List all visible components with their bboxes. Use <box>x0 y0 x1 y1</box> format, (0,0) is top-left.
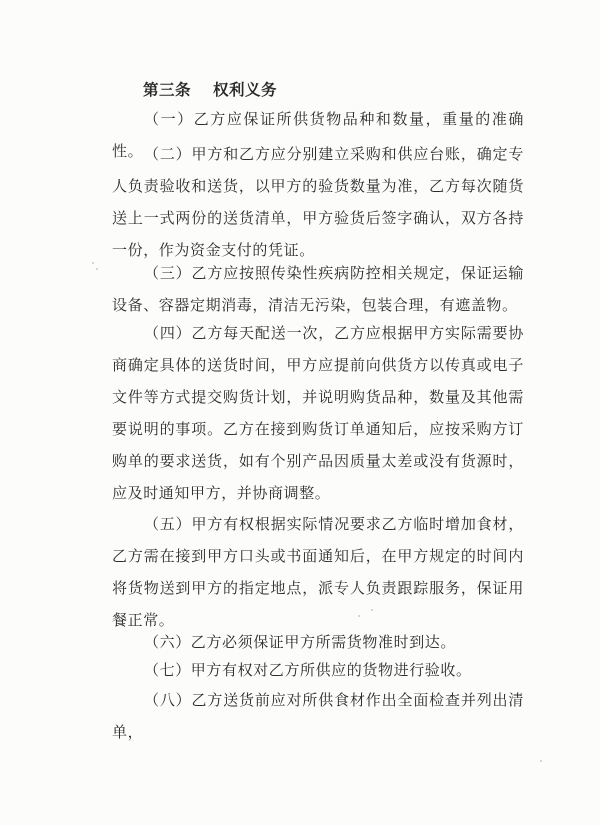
scan-speck <box>92 262 94 264</box>
clause-2: （二）甲方和乙方应分别建立采购和供应台账，确定专人负责验收和送货，以甲方的验货数量为准，乙方每次随货送上一式两份的送货清单，甲方验货后签字确认，双方各持一份，作为资金支付的凭证。 <box>112 145 524 259</box>
article-number: 第三条 <box>143 81 192 99</box>
clause-7: （七）甲方有权对乙方所供应的货物进行验收。 <box>144 661 472 679</box>
clause-8: （八）乙方送货前应对所供食材作出全面检查并列出清单， <box>112 691 524 741</box>
clause-1: （一）乙方应保证所供货物品种和数量，重量的准确性。 <box>112 110 524 160</box>
scan-speck <box>96 268 98 270</box>
clause-4: （四）乙方每天配送一次，乙方应根据甲方实际需要协商确定具体的送货时间，甲方应提前向供货方以传真或电子文件等方式提交购货计划，并说明购货品种，数量及其他需要说明的事项。乙方在接到购货订单通知后，应按采购方订购单的要求送货，如有个别产品因质量太差或没有货源时，应及时通知甲方，并协商调整。 <box>112 324 524 502</box>
article-heading <box>143 78 277 100</box>
clause-6: （六）乙方必须保证甲方所需货物准时到达。 <box>144 633 457 651</box>
clause-3: （三）乙方应按照传染性疾病防控相关规定，保证运输设备、容器定期消毒，清洁无污染，包装合理，有遮盖物。 <box>112 264 524 314</box>
scan-speck <box>358 615 360 617</box>
clause-5: （五）甲方有权根据实际情况要求乙方临时增加食材，乙方需在接到甲方口头或书面通知后，在甲方规定的时间内将货物送到甲方的指定地点，派专人负责跟踪服务，保证用餐正常。 <box>112 515 524 629</box>
scan-speck <box>371 609 373 611</box>
scan-speck <box>540 760 542 762</box>
article-title: 权利义务 <box>213 81 278 99</box>
